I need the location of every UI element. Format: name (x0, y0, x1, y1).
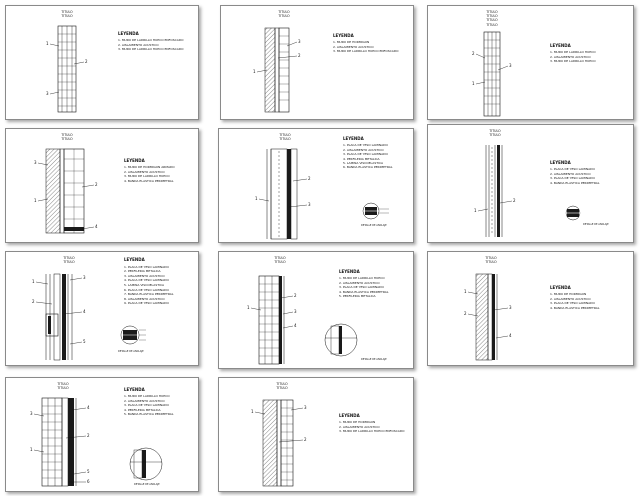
wall-section-drawing (6, 6, 198, 119)
legend-item: 2. AISLAMIENTO ACUSTICO (118, 42, 159, 47)
title-line: TITULO (489, 133, 501, 138)
callout-mark: 1 (253, 69, 256, 74)
legend-title: LEYENDA (339, 413, 360, 418)
wall-section-drawing (221, 6, 413, 119)
callout-mark: 3 (30, 411, 33, 416)
legend-item: 4. BANDA ELASTICA PERIMETRAL (124, 178, 174, 183)
title-line: TITULO (485, 256, 497, 260)
legend-item: 1. PLACA DE YESO LAMINADO (550, 167, 595, 172)
legend-title: LEYENDA (124, 387, 145, 392)
legend-item: 2. AISLAMIENTO ACUSTICO (339, 280, 380, 285)
legend-item: 1. MURO DE HORMIGON ARMADO (124, 165, 175, 170)
legend-item: 1. PLACA DE YESO LAMINADO (343, 143, 388, 148)
legend-item: 4. PERFILERIA METALICA (343, 156, 380, 161)
title-line: TITULO (61, 133, 73, 137)
callout-mark: 2 (32, 299, 35, 304)
legend-item: 1. MURO DE HORMIGON (550, 292, 587, 297)
wall-section-drawing (219, 378, 413, 491)
title-line: TITULO (485, 260, 497, 265)
legend-item: 3. PLACA DE YESO LAMINADO (550, 301, 595, 306)
callout-mark: 1 (255, 196, 258, 201)
detail-caption: DETALLE DE ANCLAJE (361, 224, 387, 227)
legend-title: LEYENDA (333, 33, 354, 38)
title-line: TITULO (61, 14, 73, 19)
callout-mark: 2 (298, 53, 301, 58)
callout-mark: 2 (308, 176, 311, 181)
legend-title: LEYENDA (343, 136, 364, 141)
title-line: TITULO (489, 129, 501, 133)
legend-item: 4. BANDA ELASTICA PERIMETRAL (339, 289, 389, 294)
title-line: TITULO (274, 260, 286, 265)
drawing-sheet[interactable] (5, 5, 199, 120)
title-line: TITULO (278, 10, 290, 14)
legend-item: 5. PERFILERIA METALICA (339, 294, 376, 299)
callout-mark: 3 (304, 405, 307, 410)
legend (550, 286, 600, 310)
legend-item: 2. PERFILERIA METALICA (124, 269, 161, 274)
legend (339, 414, 405, 434)
legend-item: 1. MURO DE LADRILLO HUECO (550, 50, 596, 55)
callout-mark: 2 (513, 198, 516, 203)
callout-mark: 3 (298, 39, 301, 44)
wall-section-drawing (428, 6, 633, 119)
drawing-sheet[interactable] (218, 251, 414, 369)
legend-item: 4. BANDA ELASTICA PERIMETRAL (550, 180, 600, 185)
title-line: TITULO (486, 14, 498, 19)
legend-item: 1. MURO DE HORMIGON (333, 40, 370, 45)
legend-item: 2. AISLAMIENTO ACUSTICO (343, 147, 384, 152)
legend-item: 2. AISLAMIENTO ACUSTICO (333, 44, 374, 49)
title-line: TITULO (61, 10, 73, 14)
legend-item: 3. PLACA DE YESO LAMINADO (550, 176, 595, 181)
callout-mark: 4 (87, 405, 90, 410)
legend-item: 6. PLACA DE YESO LAMINADO (124, 287, 169, 292)
legend-title: LEYENDA (550, 160, 571, 165)
detail-caption: DETALLE DE ANCLAJE (361, 358, 387, 361)
legend (339, 270, 389, 298)
callout-mark: 5 (83, 339, 86, 344)
callout-mark: 2 (472, 51, 475, 56)
legend (124, 258, 174, 306)
drawing-sheet[interactable] (218, 377, 414, 492)
legend-item: 2. AISLAMIENTO ACUSTICO (550, 296, 591, 301)
wall-section-drawing (6, 129, 198, 242)
legend-item: 2. AISLAMIENTO ACUSTICO (124, 398, 165, 403)
drawing-sheet[interactable] (218, 128, 414, 243)
legend (333, 34, 399, 54)
callout-mark: 2 (294, 293, 297, 298)
callout-mark: 6 (87, 479, 90, 484)
callout-mark: 3 (308, 202, 311, 207)
legend-item: 1. MURO DE LADRILLO HUECO ENFOSCADO (118, 38, 184, 43)
title-line: TITULO (486, 10, 498, 14)
legend-item: 4. PLACA DE YESO LAMINADO (124, 278, 169, 283)
legend-title: LEYENDA (550, 43, 571, 48)
callout-mark: 3 (34, 160, 37, 165)
legend (550, 44, 596, 64)
callout-mark: 4 (509, 333, 512, 338)
callout-mark: 4 (294, 323, 297, 328)
callout-mark: 2 (464, 311, 467, 316)
callout-mark: 5 (87, 469, 90, 474)
callout-mark: 1 (474, 208, 477, 213)
drawing-sheet[interactable] (5, 377, 199, 492)
callout-mark: 3 (83, 275, 86, 280)
title-line: TITULO (274, 256, 286, 260)
legend-item: 5. LAMINA VISCOELASTICA (343, 161, 384, 166)
drawing-sheet[interactable] (427, 5, 634, 120)
callout-mark: 4 (95, 224, 98, 229)
title-line: TITULO (57, 386, 69, 391)
title-line: TITULO (278, 14, 290, 19)
legend-item: 5. LAMINA VISCOELASTICA (124, 282, 165, 287)
callout-mark: 1 (34, 198, 37, 203)
callout-mark: 1 (32, 279, 35, 284)
callout-mark: 2 (87, 433, 90, 438)
title-line: TITULO (57, 382, 69, 386)
title-line: TITULO (63, 256, 75, 260)
legend-item: 2. AISLAMIENTO ACUSTICO (550, 171, 591, 176)
legend (343, 137, 393, 170)
legend-item: 3. MURO DE LADRILLO HUECO ENFOSCADO (333, 49, 399, 54)
legend-title: LEYENDA (550, 285, 571, 290)
callout-mark: 1 (30, 447, 33, 452)
callout-mark: 3 (509, 63, 512, 68)
drawing-sheet[interactable] (5, 128, 199, 243)
legend (118, 32, 184, 52)
legend-item: 1. MURO DE LADRILLO HUECO (339, 276, 385, 281)
legend-item: 3. MURO DE LADRILLO HUECO ENFOSCADO (339, 429, 405, 434)
callout-mark: 1 (472, 81, 475, 86)
legend-item: 1. MURO DE HORMIGON (339, 420, 376, 425)
legend-item: 9. PLACA DE YESO LAMINADO (124, 301, 169, 306)
legend-item: 1. PLACA DE YESO LAMINADO (124, 264, 169, 269)
legend-item: 2. AISLAMIENTO ACUSTICO (124, 169, 165, 174)
detail-caption: DETALLE DE ANCLAJE (583, 223, 609, 226)
legend-item: 3. MURO DE LADRILLO HUECO (550, 59, 596, 64)
legend (550, 161, 600, 185)
drawing-sheet[interactable] (427, 124, 634, 243)
legend-item: 5. BANDA ELASTICA PERIMETRAL (124, 412, 174, 417)
legend-item: 3. AISLAMIENTO ACUSTICO (124, 273, 165, 278)
drawing-sheet[interactable] (427, 251, 634, 366)
legend-item: 2. AISLAMIENTO ACUSTICO (550, 54, 591, 59)
title-line: TITULO (486, 22, 498, 27)
callout-mark: 3 (294, 309, 297, 314)
legend-item: 4. BANDA ELASTICA PERIMETRAL (550, 305, 600, 310)
callout-mark: 3 (509, 305, 512, 310)
callout-mark: 4 (83, 309, 86, 314)
legend-item: 7. BANDA ELASTICA PERIMETRAL (124, 292, 174, 297)
callout-mark: 3 (46, 91, 49, 96)
drawing-sheet[interactable] (5, 251, 199, 366)
callout-mark: 2 (95, 182, 98, 187)
legend-title: LEYENDA (124, 158, 145, 163)
legend-item: 3. MURO DE LADRILLO HUECO ENFOSCADO (118, 47, 184, 52)
title-line: TITULO (63, 260, 75, 265)
callout-mark: 2 (85, 59, 88, 64)
title-line: TITULO (279, 133, 291, 137)
callout-mark: 1 (247, 305, 250, 310)
title-line: TITULO (61, 137, 73, 142)
legend (124, 388, 174, 416)
title-line: TITULO (486, 18, 498, 23)
title-line: TITULO (279, 137, 291, 142)
legend-item: 3. PLACA DE YESO LAMINADO (124, 403, 169, 408)
legend-item: 3. MURO DE LADRILLO HUECO (124, 174, 170, 179)
legend-title: LEYENDA (339, 269, 360, 274)
callout-mark: 1 (464, 289, 467, 294)
legend-item: 4. PERFILERIA METALICA (124, 407, 161, 412)
legend-title: LEYENDA (124, 257, 145, 262)
legend-title: LEYENDA (118, 31, 139, 36)
legend-item: 2. AISLAMIENTO ACUSTICO (339, 424, 380, 429)
legend-item: 6. BANDA ELASTICA PERIMETRAL (343, 165, 393, 170)
legend (124, 159, 175, 183)
callout-mark: 1 (46, 41, 49, 46)
wall-section-drawing (428, 252, 633, 365)
detail-caption: DETALLE DE ANCLAJE (118, 350, 144, 353)
detail-caption: DETALLE DE ANCLAJE (134, 483, 160, 486)
legend-item: 3. PLACA DE YESO LAMINADO (343, 152, 388, 157)
legend-item: 1. MURO DE LADRILLO HUECO (124, 394, 170, 399)
title-line: TITULO (276, 386, 288, 391)
drawing-sheet[interactable] (220, 5, 414, 120)
callout-mark: 1 (251, 409, 254, 414)
legend-item: 3. PLACA DE YESO LAMINADO (339, 285, 384, 290)
legend-item: 8. AISLAMIENTO ACUSTICO (124, 296, 165, 301)
title-line: TITULO (276, 382, 288, 386)
callout-mark: 2 (304, 437, 307, 442)
